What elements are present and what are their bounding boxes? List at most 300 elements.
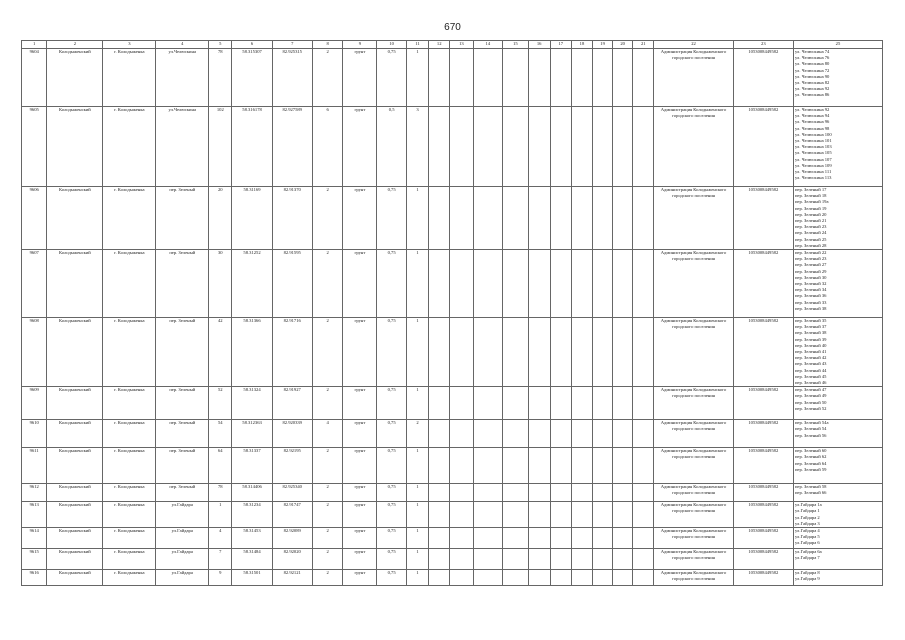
cell-c12: 1 [406, 528, 428, 549]
address-item: ул. Челюскина 105 [794, 150, 832, 156]
address-item: ул. Челюскина 80 [794, 61, 830, 67]
address-item: пер. Зеленый 52 [794, 405, 827, 411]
cell-district: Колодыженский [47, 318, 103, 387]
address-item: пер. Зеленый 35 [794, 318, 827, 324]
cell-empty [550, 107, 571, 187]
cell-c12: 3 [406, 107, 428, 187]
cell-c8: 2 [312, 570, 343, 586]
cell-empty [450, 420, 473, 448]
cell-id: 9610 [22, 420, 47, 448]
cell-district: Колодыженский [47, 250, 103, 318]
address-item: ул.Гайдара 2 [794, 514, 820, 520]
cell-empty [593, 484, 613, 502]
cell-addresses [793, 528, 882, 549]
cell-empty [429, 318, 450, 387]
header-cell-10: 10 [377, 41, 407, 49]
cell-width: 0,75 [377, 420, 407, 448]
cell-empty [473, 484, 503, 502]
header-cell-22: 22 [654, 41, 733, 49]
cell-c8: 2 [312, 187, 343, 250]
cell-addresses [793, 318, 882, 387]
cell-empty [633, 49, 654, 107]
cell-empty [550, 549, 571, 570]
address-item: ул. Челюскина 98 [794, 125, 830, 131]
cell-lon: 82.91747 [272, 502, 312, 528]
address-list [795, 448, 881, 473]
cell-street: пер. Зеленый [156, 484, 209, 502]
address-item: ул. Челюскина 107 [794, 156, 832, 162]
table-row [22, 187, 883, 250]
address-item: пер. Зеленый 62 [794, 454, 827, 460]
cell-ogrn: 1053008449582 [733, 484, 793, 502]
cell-num: 1 [209, 502, 232, 528]
cell-c8: 2 [312, 387, 343, 420]
cell-id: 9614 [22, 528, 47, 549]
address-item: ул. Челюскина 111 [794, 169, 832, 175]
address-item: ул.Гайдара 1а [794, 502, 822, 508]
cell-empty [633, 318, 654, 387]
cell-empty [593, 502, 613, 528]
cell-empty [528, 448, 550, 484]
cell-c12: 1 [406, 549, 428, 570]
cell-empty [593, 49, 613, 107]
address-item: пер. Зеленый 50 [794, 399, 827, 405]
cell-empty [550, 49, 571, 107]
cell-width: 0,75 [377, 528, 407, 549]
header-cell-20: 20 [613, 41, 633, 49]
cell-addresses [793, 484, 882, 502]
cell-num: 102 [209, 107, 232, 187]
cell-id: 9616 [22, 570, 47, 586]
cell-district: Колодыженский [47, 49, 103, 107]
header-cell-21: 21 [633, 41, 654, 49]
cell-owner: Администрация Колодыженского городского поселения [654, 549, 733, 570]
cell-lat: 58.31169 [232, 187, 272, 250]
address-item: пер. Зеленый 17 [794, 187, 827, 192]
cell-lat: 58.314406 [232, 484, 272, 502]
cell-addresses [793, 187, 882, 250]
address-item: ул. Челюскина 74 [794, 49, 830, 54]
table-header-row [22, 41, 883, 49]
cell-ogrn: 1053008449582 [733, 318, 793, 387]
cell-addresses [793, 387, 882, 420]
cell-width: 0,75 [377, 318, 407, 387]
cell-id: 9608 [22, 318, 47, 387]
address-list [795, 528, 881, 547]
address-item: пер. Зеленый 29 [794, 268, 827, 274]
cell-width: 0,5 [377, 107, 407, 187]
address-item: ул. Челюскина 100 [794, 131, 832, 137]
cell-num: 64 [209, 448, 232, 484]
cell-owner: Администрация Колодыженского городского поселения [654, 528, 733, 549]
cell-empty [429, 107, 450, 187]
cell-empty [633, 484, 654, 502]
table-row [22, 549, 883, 570]
cell-width: 0,75 [377, 49, 407, 107]
cell-empty [593, 448, 613, 484]
cell-lon: 82.925340 [272, 484, 312, 502]
cell-empty [429, 49, 450, 107]
cell-empty [503, 187, 528, 250]
address-item: пер. Зеленый 38 [794, 305, 827, 311]
address-item: пер. Зеленый 23 [794, 256, 827, 262]
table-row [22, 570, 883, 586]
cell-empty [571, 107, 592, 187]
address-item: ул. Челюскина 101 [794, 138, 832, 144]
cell-ogrn: 1053008449582 [733, 549, 793, 570]
cell-lat: 58.31234 [232, 502, 272, 528]
address-item: пер. Зеленый 24 [794, 230, 827, 236]
address-list [795, 570, 881, 582]
cell-empty [528, 107, 550, 187]
cell-width: 0,75 [377, 187, 407, 250]
cell-empty [503, 420, 528, 448]
address-item: пер. Зеленый 43 [794, 361, 827, 367]
cell-id: 9605 [22, 107, 47, 187]
cell-surface: грунт [343, 570, 377, 586]
address-item: пер. Зеленый 54 [794, 426, 827, 432]
cell-ogrn: 1053008449582 [733, 448, 793, 484]
header-cell-23: 23 [733, 41, 793, 49]
cell-owner: Администрация Колодыженского городского поселения [654, 484, 733, 502]
cell-city: г. Колодыженка [103, 502, 156, 528]
cell-lat: 58.31453 [232, 528, 272, 549]
cell-street: ул.Челюскина [156, 49, 209, 107]
address-item: пер. Зеленый 64 [794, 460, 827, 466]
cell-city: г. Колодыженка [103, 528, 156, 549]
cell-width: 0,75 [377, 387, 407, 420]
address-item: ул.Гайдара 6а [794, 549, 822, 555]
cell-surface: грунт [343, 318, 377, 387]
cell-c12: 1 [406, 250, 428, 318]
cell-lat: 58.31501 [232, 570, 272, 586]
cell-empty [450, 187, 473, 250]
cell-empty [503, 448, 528, 484]
cell-id: 9613 [22, 502, 47, 528]
address-item: пер. Зеленый 20 [794, 211, 827, 217]
cell-addresses [793, 107, 882, 187]
cell-street: ул.Гайдара [156, 528, 209, 549]
cell-empty [473, 387, 503, 420]
cell-owner: Администрация Колодыженского городского поселения [654, 420, 733, 448]
cell-empty [450, 528, 473, 549]
cell-c12: 1 [406, 187, 428, 250]
cell-num: 9 [209, 570, 232, 586]
cell-empty [633, 420, 654, 448]
cell-empty [528, 187, 550, 250]
address-item: ул. Челюскина 92 [794, 86, 830, 92]
cell-ogrn: 1053008449582 [733, 107, 793, 187]
address-item: ул. Челюскина 94 [794, 113, 830, 119]
cell-num: 78 [209, 484, 232, 502]
cell-empty [473, 107, 503, 187]
cell-ogrn: 1053008449582 [733, 250, 793, 318]
address-item: пер. Зеленый 25 [794, 236, 827, 242]
address-item: пер. Зеленый 42 [794, 355, 827, 361]
address-item: ул.Гайдара 3 [794, 520, 820, 526]
cell-empty [593, 420, 613, 448]
cell-empty [473, 318, 503, 387]
cell-width: 0,75 [377, 502, 407, 528]
cell-empty [429, 502, 450, 528]
cell-lon: 82.925315 [272, 49, 312, 107]
cell-empty [503, 549, 528, 570]
header-cell-11: 11 [406, 41, 428, 49]
cell-empty [593, 250, 613, 318]
cell-c12: 2 [406, 420, 428, 448]
cell-c8: 2 [312, 484, 343, 502]
table-row [22, 49, 883, 107]
cell-c8: 2 [312, 49, 343, 107]
cell-empty [550, 318, 571, 387]
cell-owner: Администрация Колодыженского городского поселения [654, 318, 733, 387]
cell-id: 9612 [22, 484, 47, 502]
address-item: ул. Челюскина 82 [794, 80, 830, 86]
cell-lat: 58.31337 [232, 448, 272, 484]
address-item: пер. Зеленый 37 [794, 324, 827, 330]
cell-lon: 82.91716 [272, 318, 312, 387]
address-item: пер. Зеленый 39 [794, 336, 827, 342]
cell-street: пер. Зеленый [156, 187, 209, 250]
address-item: пер. Зеленый 44 [794, 367, 827, 373]
cell-surface: грунт [343, 107, 377, 187]
cell-ogrn: 1053008449582 [733, 570, 793, 586]
cell-lat: 58.31324 [232, 387, 272, 420]
cell-empty [613, 107, 633, 187]
cell-width: 0,75 [377, 570, 407, 586]
header-cell-8: 8 [312, 41, 343, 49]
cell-district: Колодыженский [47, 484, 103, 502]
header-cell-2: 2 [47, 41, 103, 49]
address-list [795, 107, 881, 181]
cell-owner: Администрация Колодыженского городского поселения [654, 502, 733, 528]
header-cell-1: 1 [22, 41, 47, 49]
address-list [795, 187, 881, 249]
header-cell-3: 3 [103, 41, 156, 49]
cell-id: 9604 [22, 49, 47, 107]
cell-empty [450, 502, 473, 528]
cell-lat: 58.316178 [232, 107, 272, 187]
address-item: ул. Челюскина 72 [794, 67, 830, 73]
table-row [22, 502, 883, 528]
cell-empty [593, 549, 613, 570]
address-item: ул. Челюскина 113 [794, 175, 832, 181]
cell-city: г. Колодыженка [103, 549, 156, 570]
address-item: пер. Зеленый 59 [794, 466, 827, 472]
cell-num: 52 [209, 387, 232, 420]
address-item: ул. Челюскина 76 [794, 55, 830, 61]
cell-empty [429, 448, 450, 484]
cell-empty [450, 570, 473, 586]
cell-empty [571, 528, 592, 549]
cell-empty [593, 528, 613, 549]
cell-owner: Администрация Колодыженского городского поселения [654, 250, 733, 318]
table-row [22, 528, 883, 549]
cell-empty [528, 549, 550, 570]
cell-street: ул.Гайдара [156, 549, 209, 570]
cell-surface: грунт [343, 448, 377, 484]
address-item: пер. Зеленый 40 [794, 342, 827, 348]
cell-empty [613, 448, 633, 484]
cell-street: пер. Зеленый [156, 387, 209, 420]
table-row [22, 420, 883, 448]
address-item: пер. Зеленый 27 [794, 262, 827, 268]
cell-city: г. Колодыженка [103, 250, 156, 318]
cell-empty [571, 420, 592, 448]
cell-empty [613, 387, 633, 420]
cell-empty [503, 318, 528, 387]
cell-lon: 82.92195 [272, 448, 312, 484]
cell-street: пер. Зеленый [156, 250, 209, 318]
cell-empty [473, 448, 503, 484]
cell-city: г. Колодыженка [103, 387, 156, 420]
cell-empty [450, 549, 473, 570]
cell-c8: 2 [312, 549, 343, 570]
cell-district: Колодыженский [47, 570, 103, 586]
cell-addresses [793, 570, 882, 586]
cell-empty [528, 49, 550, 107]
cell-empty [571, 387, 592, 420]
address-item: ул.Гайдара 7 [794, 555, 820, 561]
cell-empty [503, 570, 528, 586]
cell-empty [528, 570, 550, 586]
cell-addresses [793, 448, 882, 484]
cell-id: 9609 [22, 387, 47, 420]
cell-empty [528, 484, 550, 502]
cell-ogrn: 1053008449582 [733, 502, 793, 528]
cell-empty [633, 502, 654, 528]
cell-city: г. Колодыженка [103, 420, 156, 448]
cell-street: пер. Зеленый [156, 318, 209, 387]
cell-empty [550, 187, 571, 250]
cell-c12: 1 [406, 484, 428, 502]
cell-empty [593, 570, 613, 586]
cell-c8: 2 [312, 448, 343, 484]
cell-num: 4 [209, 528, 232, 549]
cell-empty [571, 570, 592, 586]
cell-empty [613, 549, 633, 570]
cell-lon: 82.91927 [272, 387, 312, 420]
cell-lon: 82.92121 [272, 570, 312, 586]
cell-street: пер. Зеленый [156, 448, 209, 484]
cell-ogrn: 1053008449582 [733, 528, 793, 549]
cell-empty [429, 420, 450, 448]
address-item: пер. Зеленый 21 [794, 218, 827, 224]
cell-empty [550, 420, 571, 448]
cell-num: 30 [209, 250, 232, 318]
header-cell-12: 12 [429, 41, 450, 49]
table-row [22, 387, 883, 420]
cell-city: г. Колодыженка [103, 484, 156, 502]
address-item: пер. Зеленый 41 [794, 349, 827, 355]
cell-surface: грунт [343, 484, 377, 502]
cell-empty [450, 107, 473, 187]
cell-c12: 1 [406, 318, 428, 387]
address-item: ул.Гайдара 4 [794, 528, 820, 534]
cell-empty [633, 107, 654, 187]
registry-table [21, 40, 883, 586]
cell-num: 78 [209, 49, 232, 107]
cell-empty [613, 318, 633, 387]
cell-lat: 58.315307 [232, 49, 272, 107]
cell-width: 0,75 [377, 484, 407, 502]
cell-district: Колодыженский [47, 502, 103, 528]
cell-empty [571, 187, 592, 250]
address-item: пер. Зеленый 58 [794, 484, 827, 490]
table-body [22, 49, 883, 586]
cell-empty [429, 187, 450, 250]
address-item: ул. Челюскина 92 [794, 107, 830, 112]
address-item: ул.Гайдара 6 [794, 540, 820, 546]
cell-empty [550, 448, 571, 484]
cell-owner: Администрация Колодыженского городского поселения [654, 187, 733, 250]
address-list [795, 250, 881, 312]
cell-empty [550, 502, 571, 528]
address-item: пер. Зеленый 19 [794, 205, 827, 211]
cell-city: г. Колодыженка [103, 448, 156, 484]
cell-ogrn: 1053008449582 [733, 387, 793, 420]
cell-lon: 82.91370 [272, 187, 312, 250]
cell-lat: 58.31252 [232, 250, 272, 318]
address-item: ул. Челюскина 96 [794, 119, 830, 125]
address-item: пер. Зеленый 60 [794, 448, 827, 454]
header-cell-19: 19 [593, 41, 613, 49]
header-cell-16: 16 [528, 41, 550, 49]
cell-addresses [793, 502, 882, 528]
cell-empty [550, 570, 571, 586]
cell-empty [633, 549, 654, 570]
cell-city: г. Колодыженка [103, 318, 156, 387]
cell-empty [473, 549, 503, 570]
cell-city: г. Колодыженка [103, 187, 156, 250]
address-item: пер. Зеленый 19а [794, 199, 829, 205]
cell-empty [571, 49, 592, 107]
address-item: пер. Зеленый 28 [794, 242, 827, 248]
cell-empty [633, 387, 654, 420]
cell-id: 9606 [22, 187, 47, 250]
cell-addresses [793, 549, 882, 570]
cell-empty [571, 448, 592, 484]
address-list [795, 49, 881, 99]
cell-width: 0,75 [377, 250, 407, 318]
cell-ogrn: 1053008449582 [733, 187, 793, 250]
address-item: ул.Гайдара 5 [794, 534, 820, 540]
cell-id: 9615 [22, 549, 47, 570]
address-item: пер. Зеленый 56 [794, 432, 827, 438]
cell-district: Колодыженский [47, 107, 103, 187]
cell-lon: 82.927589 [272, 107, 312, 187]
cell-city: г. Колодыженка [103, 570, 156, 586]
cell-surface: грунт [343, 420, 377, 448]
address-item: пер. Зеленый 46 [794, 380, 827, 386]
cell-district: Колодыженский [47, 387, 103, 420]
cell-empty [450, 484, 473, 502]
cell-surface: грунт [343, 502, 377, 528]
cell-district: Колодыженский [47, 420, 103, 448]
address-list [795, 549, 881, 561]
cell-empty [450, 49, 473, 107]
cell-street: пер. Зеленый [156, 420, 209, 448]
table-row [22, 250, 883, 318]
cell-lon: 82.920339 [272, 420, 312, 448]
cell-empty [613, 187, 633, 250]
cell-num: 54 [209, 420, 232, 448]
address-list [795, 387, 881, 412]
cell-empty [473, 49, 503, 107]
cell-addresses [793, 420, 882, 448]
cell-num: 42 [209, 318, 232, 387]
header-cell-17: 17 [550, 41, 571, 49]
